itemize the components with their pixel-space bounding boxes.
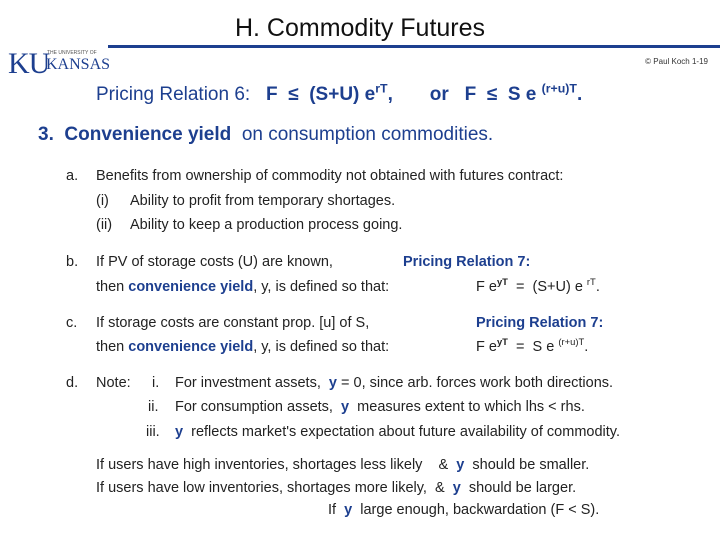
logo-top-text: THE UNIVERSITY OF [47, 50, 97, 56]
item-d-i [175, 375, 613, 391]
item-a-sub2-label: (ii) [96, 217, 113, 233]
section3-num: 3. [38, 124, 54, 145]
pricing6-period: . [576, 84, 583, 105]
item-d-i-pre: For investment assets, [175, 375, 321, 391]
item-c-relation: Pricing Relation 7: [476, 315, 604, 331]
item-b-equation [476, 276, 600, 295]
pricing6-f1: F [266, 84, 278, 105]
item-c-text: If storage costs are constant prop. [u] of S, [96, 315, 370, 331]
section3-bold: Convenience yield [64, 124, 232, 145]
item-d-i-y: y [328, 375, 337, 391]
pricing6-le1: ≤ [288, 84, 299, 105]
item-b-cy: convenience yield [128, 279, 254, 295]
item-c-line2-mid: , y, is defined so that: [253, 339, 390, 355]
item-c-eq-end: . [584, 339, 589, 355]
ku-logo [8, 47, 111, 80]
slide-title: H. Commodity Futures [234, 14, 486, 42]
item-d-ii-pre: For consumption assets, [175, 399, 333, 415]
item-b-text: If PV of storage costs (U) are known, [96, 254, 333, 270]
item-a-sub2-text: Ability to keep a production process going. [130, 217, 403, 233]
item-d-ii-post: measures extent to which lhs < rhs. [357, 399, 585, 415]
item-d-label: d. [66, 375, 79, 391]
item-b-line2-mid: , y, is defined so that: [253, 279, 390, 295]
closing-l1-post: should be smaller. [472, 457, 590, 473]
item-b-label: b. [66, 254, 79, 270]
item-c-eq-exp2: (r+u)T [558, 336, 585, 348]
item-d-iii-label: iii. [146, 424, 160, 440]
item-d-note: Note: [96, 375, 131, 391]
item-d-i-post: = 0, since arb. forces work both directions. [341, 375, 614, 391]
pricing6-f2: F [464, 84, 477, 105]
item-b-eq-exp: yT [496, 276, 508, 288]
closing-line-1 [96, 457, 589, 473]
closing-l1-amp: & [438, 457, 449, 473]
item-b-eq-end: . [595, 279, 600, 295]
pricing6-expr1: (S+U) e [309, 84, 376, 105]
closing-l2-post: should be larger. [468, 480, 577, 496]
pricing6-expr2: S e [507, 84, 537, 105]
item-c-eq-exp: yT [496, 336, 508, 348]
closing-line-3 [328, 502, 599, 518]
item-d-ii [175, 399, 585, 415]
closing-l2-y: y [452, 480, 461, 496]
item-b-line2 [96, 279, 389, 295]
item-d-ii-label: ii. [148, 399, 159, 415]
pricing6-le2: ≤ [486, 84, 498, 105]
header-rule [108, 45, 720, 48]
closing-l3-pre: If [328, 502, 337, 518]
pricing6-or: or [429, 84, 449, 105]
item-b-then: then [96, 279, 125, 295]
item-d-i-label: i. [152, 375, 160, 391]
closing-l3-post: large enough, backwardation (F < S). [360, 502, 600, 518]
closing-line-2 [96, 480, 576, 496]
item-d-iii-y: y [175, 424, 184, 440]
item-c-cy: convenience yield [128, 339, 254, 355]
closing-l1-pre: If users have high inventories, shortages less likely [96, 457, 423, 473]
item-b-eq-post: = (S+U) e [507, 279, 583, 295]
closing-l2-pre: If users have low inventories, shortages more likely, [96, 480, 427, 496]
pricing6-exp2: (r+u)T [541, 81, 577, 96]
item-a-sub1-label: (i) [96, 193, 109, 209]
copyright: © Paul Koch 1-19 [645, 57, 708, 66]
logo-ku: KU [8, 47, 50, 80]
item-c-eq-post: = S e [507, 339, 555, 355]
pricing6-exp1: rT [375, 81, 388, 96]
closing-l2-amp: & [435, 480, 445, 496]
closing-l3-y: y [344, 502, 353, 518]
item-b-eq-exp2: rT [586, 276, 596, 288]
item-c-then: then [96, 339, 125, 355]
item-d-ii-y: y [341, 399, 350, 415]
item-d-iii [175, 424, 620, 440]
item-a-sub1-text: Ability to profit from temporary shortages. [130, 193, 396, 209]
logo-kansas: KANSAS [46, 56, 111, 73]
item-c-eq-pre: F e [476, 339, 497, 355]
item-c-label: c. [66, 315, 78, 331]
closing-l1-y: y [456, 457, 465, 473]
item-a-text: Benefits from ownership of commodity not obtained with futures contract: [96, 168, 564, 184]
item-a-label: a. [66, 168, 79, 184]
item-b-eq-pre: F e [476, 279, 497, 295]
item-b-relation: Pricing Relation 7: [403, 254, 531, 270]
section3-rest: on consumption commodities. [241, 124, 494, 145]
item-c-equation [476, 336, 589, 355]
item-d-iii-post: reflects market's expectation about future availability of commodity. [191, 424, 620, 440]
section-3-heading [38, 124, 493, 146]
pricing6-label: Pricing Relation 6: [96, 84, 251, 105]
item-c-line2 [96, 339, 389, 355]
pricing-relation-6 [96, 81, 583, 106]
pricing6-comma: , [387, 84, 393, 105]
